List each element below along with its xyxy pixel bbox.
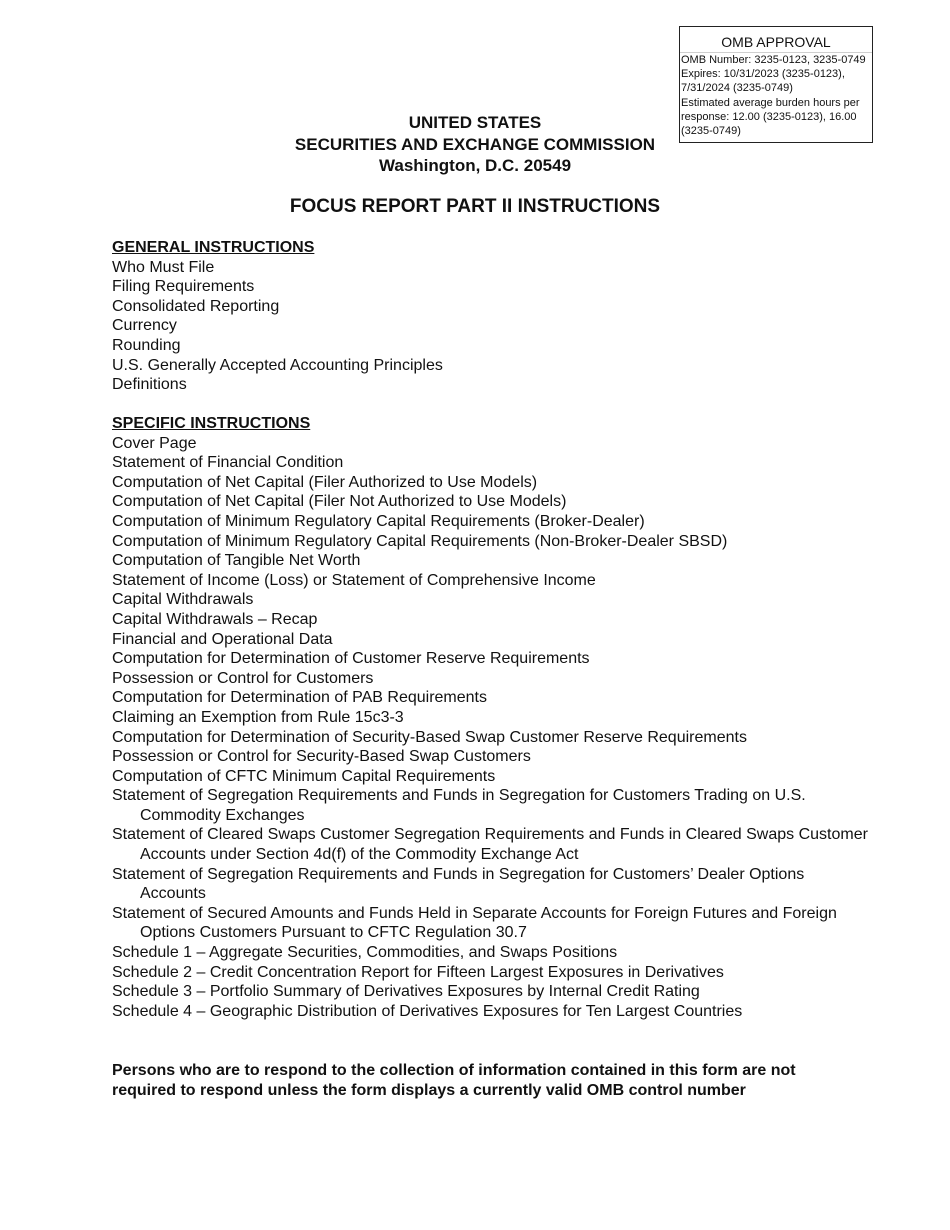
list-item: Possession or Control for Customers: [112, 669, 374, 687]
list-item: Schedule 3 – Portfolio Summary of Derivatives Exposures by Internal Credit Rating: [112, 983, 700, 1001]
list-item: Currency: [112, 317, 177, 335]
list-item: Financial and Operational Data: [112, 630, 333, 648]
header-address: Washington, D.C. 20549: [378, 156, 572, 175]
list-item: Statement of Secured Amounts and Funds Held in Separate Accounts for Foreign Futures and Foreign Options Customers Pursuant to CFTC Regulation 30.7: [112, 904, 837, 942]
list-item: Who Must File: [112, 258, 215, 276]
list-item: Computation of Minimum Regulatory Capital Requirements (Broker-Dealer): [112, 512, 645, 530]
list-item: Computation of Net Capital (Filer Not Authorized to Use Models): [112, 493, 567, 511]
header-country: UNITED STATES: [408, 113, 542, 132]
list-item: Schedule 4 – Geographic Distribution of Derivatives Exposures for Ten Largest Countries: [112, 1002, 743, 1020]
list-item: Computation of Minimum Regulatory Capital Requirements (Non-Broker-Dealer SBSD): [112, 532, 728, 550]
list-item: Filing Requirements: [112, 278, 255, 296]
list-item: Computation for Determination of Customer Reserve Requirements: [112, 650, 590, 668]
list-item: Rounding: [112, 336, 181, 354]
agency-header: [0, 112, 950, 177]
list-item: Statement of Segregation Requirements and Funds in Segregation for Customers’ Dealer Options Accounts: [112, 865, 805, 903]
list-item: Computation for Determination of PAB Requirements: [112, 689, 487, 707]
list-item: Cover Page: [112, 434, 197, 452]
specific-instructions-section: [112, 414, 872, 1021]
list-item: Statement of Segregation Requirements and Funds in Segregation for Customers Trading on U.S. Commodity Exchanges: [112, 787, 806, 824]
list-item: Statement of Income (Loss) or Statement of Comprehensive Income: [112, 571, 596, 589]
omb-detail-line: Expires: 10/31/2023 (3235-0123),: [681, 68, 845, 81]
list-item: Possession or Control for Security-Based Swap Customers: [112, 748, 531, 766]
list-item: Statement of Cleared Swaps Customer Segregation Requirements and Funds in Cleared Swaps Customer Accounts under Section 4d(f) of the Commodity Exchange Act: [112, 826, 868, 864]
omb-approval-title: OMB APPROVAL: [680, 27, 872, 53]
list-item: Capital Withdrawals – Recap: [112, 610, 318, 628]
omb-detail-line: 7/31/2024 (3235-0749): [681, 82, 793, 95]
list-item: Statement of Financial Condition: [112, 454, 344, 472]
list-item: Computation of Tangible Net Worth: [112, 552, 361, 570]
list-item: Computation for Determination of Security-Based Swap Customer Reserve Requirements: [112, 728, 747, 746]
general-instructions-section: [112, 238, 872, 395]
omb-detail-line: response: 12.00 (3235-0123), 16.00: [681, 110, 857, 123]
omb-detail-line: OMB Number: 3235-0123, 3235-0749: [681, 54, 866, 66]
list-item: Consolidated Reporting: [112, 297, 280, 315]
list-item: Definitions: [112, 376, 187, 394]
list-item: Schedule 2 – Credit Concentration Report for Fifteen Largest Exposures in Derivatives: [112, 963, 724, 981]
list-item: Computation of CFTC Minimum Capital Requirements: [112, 767, 496, 785]
list-item: Computation of Net Capital (Filer Authorized to Use Models): [112, 473, 538, 491]
paperwork-notice: Persons who are to respond to the collection of information contained in this form are not required to respond unless the form displays a currently valid OMB control number: [112, 1062, 796, 1099]
list-item: Schedule 1 – Aggregate Securities, Commodities, and Swaps Positions: [112, 944, 618, 962]
report-title: FOCUS REPORT PART II INSTRUCTIONS: [289, 196, 661, 217]
omb-detail-line: Estimated average burden hours per: [681, 96, 860, 109]
specific-instructions-heading: SPECIFIC INSTRUCTIONS: [112, 415, 311, 432]
list-item: Claiming an Exemption from Rule 15c3-3: [112, 708, 404, 726]
header-agency: SECURITIES AND EXCHANGE COMMISSION: [294, 134, 656, 154]
list-item: Capital Withdrawals: [112, 591, 254, 609]
omb-detail-line: (3235-0749): [681, 125, 741, 138]
list-item: U.S. Generally Accepted Accounting Principles: [112, 356, 443, 374]
general-instructions-heading: GENERAL INSTRUCTIONS: [112, 239, 315, 256]
